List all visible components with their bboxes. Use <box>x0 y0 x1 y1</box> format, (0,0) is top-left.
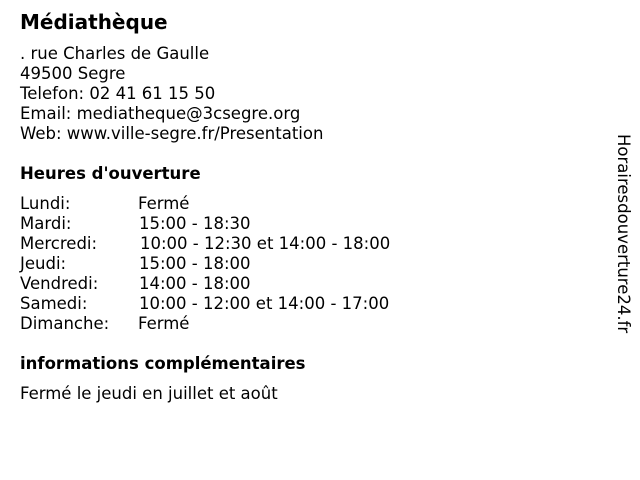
day-label: Samedi: <box>20 294 88 313</box>
day-label: Jeudi: <box>20 254 67 273</box>
site-watermark: Horairesdouverture24.fr <box>614 134 633 334</box>
phone-line: Telefon: 02 41 61 15 50 <box>20 84 216 103</box>
address-city: 49500 Segre <box>20 64 126 83</box>
day-label: Mardi: <box>20 214 72 233</box>
time-value: 14:00 - 18:00 <box>139 274 251 293</box>
time-value: Fermé <box>138 314 190 333</box>
time-value: 10:00 - 12:30 et 14:00 - 18:00 <box>140 234 391 253</box>
email-line: Email: mediatheque@3csegre.org <box>20 104 301 123</box>
page-title: Médiathèque <box>20 10 168 34</box>
day-label: Lundi: <box>20 194 71 213</box>
time-value: Fermé <box>138 194 190 213</box>
time-value: 15:00 - 18:00 <box>139 254 251 273</box>
day-label: Dimanche: <box>20 314 110 333</box>
time-value: 15:00 - 18:30 <box>139 214 251 233</box>
day-label: Vendredi: <box>20 274 99 293</box>
hours-heading: Heures d'ouverture <box>20 164 201 183</box>
web-line: Web: www.ville-segre.fr/Presentation <box>20 124 324 143</box>
info-note: Fermé le jeudi en juillet et août <box>20 384 278 403</box>
info-heading: informations complémentaires <box>20 354 306 373</box>
time-value: 10:00 - 12:00 et 14:00 - 17:00 <box>139 294 390 313</box>
day-label: Mercredi: <box>20 234 98 253</box>
address-block <box>20 44 323 144</box>
address-street: . rue Charles de Gaulle <box>20 44 210 63</box>
